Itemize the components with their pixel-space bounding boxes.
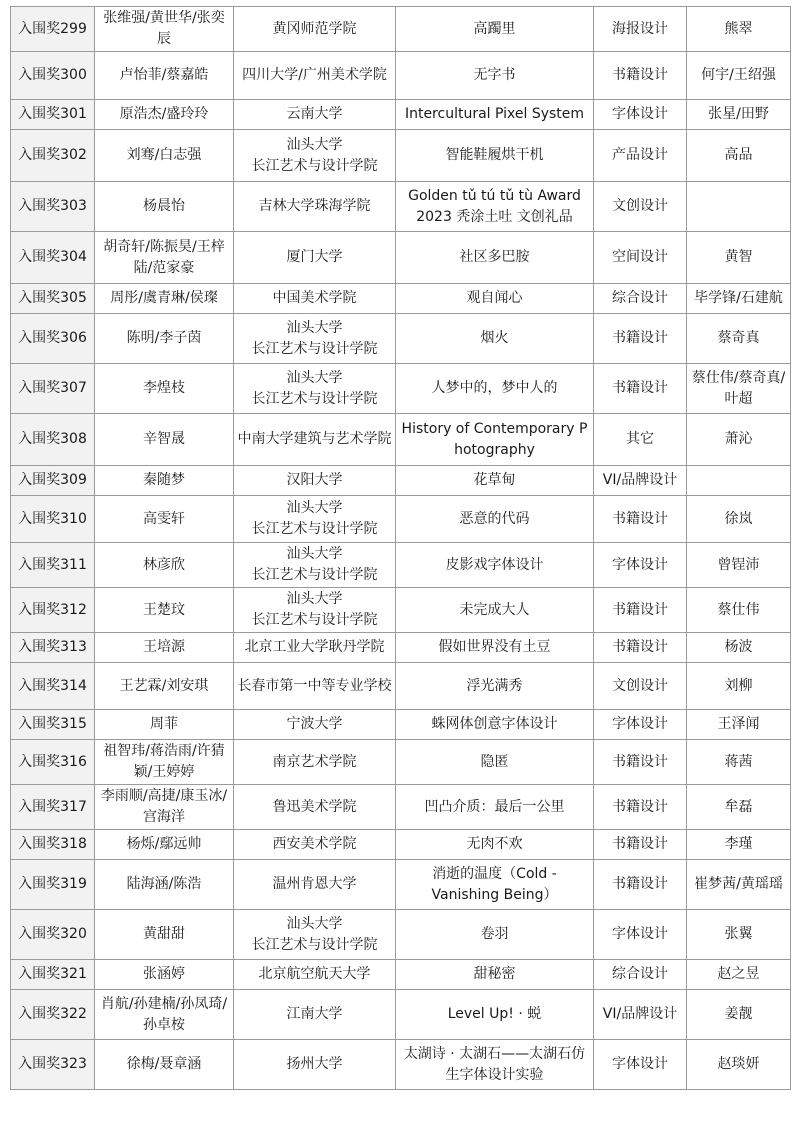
work-title-cell: 社区多巴胺	[396, 232, 594, 284]
work-title-cell: 高躅里	[396, 7, 594, 52]
award-cell: 入围奖304	[11, 232, 95, 284]
advisor-cell: 赵之昱	[687, 960, 791, 990]
advisor-cell: 蔡奇真	[687, 314, 791, 364]
work-title-cell: 花草甸	[396, 466, 594, 496]
advisor-cell: 崔梦茜/黄瑶瑶	[687, 860, 791, 910]
award-cell: 入围奖302	[11, 130, 95, 182]
award-cell: 入围奖314	[11, 663, 95, 710]
authors-cell: 杨晨怡	[95, 182, 234, 232]
table-row	[11, 663, 791, 710]
category-cell: VI/品牌设计	[594, 466, 687, 496]
authors-cell: 辛智晟	[95, 414, 234, 466]
work-title-cell: 假如世界没有土豆	[396, 633, 594, 663]
award-cell: 入围奖318	[11, 830, 95, 860]
school-cell: 云南大学	[234, 100, 396, 130]
authors-cell: 王楚玟	[95, 588, 234, 633]
school-cell: 厦门大学	[234, 232, 396, 284]
category-cell: 书籍设计	[594, 830, 687, 860]
table-row	[11, 960, 791, 990]
category-cell: 文创设计	[594, 663, 687, 710]
category-cell: 书籍设计	[594, 860, 687, 910]
school-cell: 汕头大学 长江艺术与设计学院	[234, 130, 396, 182]
award-cell: 入围奖315	[11, 710, 95, 740]
work-title-cell: 卷羽	[396, 910, 594, 960]
table-row	[11, 7, 791, 52]
school-cell: 南京艺术学院	[234, 740, 396, 785]
authors-cell: 胡奇轩/陈振昊/王梓陆/范家豪	[95, 232, 234, 284]
advisor-cell: 黄智	[687, 232, 791, 284]
work-title-cell: 凹凸介质：最后一公里	[396, 785, 594, 830]
advisor-cell: 萧沁	[687, 414, 791, 466]
award-cell: 入围奖309	[11, 466, 95, 496]
school-cell: 汕头大学 长江艺术与设计学院	[234, 910, 396, 960]
work-title-cell: 皮影戏字体设计	[396, 543, 594, 588]
school-cell: 北京工业大学耿丹学院	[234, 633, 396, 663]
authors-cell: 杨烁/鄢远帅	[95, 830, 234, 860]
school-cell: 黄冈师范学院	[234, 7, 396, 52]
table-row	[11, 710, 791, 740]
award-cell: 入围奖322	[11, 990, 95, 1040]
awards-table	[10, 6, 791, 1090]
category-cell: 字体设计	[594, 910, 687, 960]
awards-table-body	[11, 7, 791, 1090]
table-row	[11, 860, 791, 910]
school-cell: 鲁迅美术学院	[234, 785, 396, 830]
school-cell: 宁波大学	[234, 710, 396, 740]
school-cell: 中国美术学院	[234, 284, 396, 314]
table-row	[11, 543, 791, 588]
authors-cell: 刘骞/白志强	[95, 130, 234, 182]
award-cell: 入围奖308	[11, 414, 95, 466]
award-cell: 入围奖306	[11, 314, 95, 364]
table-row	[11, 52, 791, 100]
category-cell: 产品设计	[594, 130, 687, 182]
category-cell: 字体设计	[594, 1040, 687, 1090]
school-cell: 北京航空航天大学	[234, 960, 396, 990]
award-cell: 入围奖317	[11, 785, 95, 830]
award-cell: 入围奖310	[11, 496, 95, 543]
category-cell: 海报设计	[594, 7, 687, 52]
award-cell: 入围奖307	[11, 364, 95, 414]
advisor-cell: 熊翠	[687, 7, 791, 52]
work-title-cell: 浮光满秀	[396, 663, 594, 710]
authors-cell: 黄甜甜	[95, 910, 234, 960]
category-cell: 空间设计	[594, 232, 687, 284]
table-row	[11, 182, 791, 232]
school-cell: 扬州大学	[234, 1040, 396, 1090]
school-cell: 汕头大学 长江艺术与设计学院	[234, 496, 396, 543]
school-cell: 中南大学建筑与艺术学院	[234, 414, 396, 466]
category-cell: 书籍设计	[594, 52, 687, 100]
authors-cell: 陆海涵/陈浩	[95, 860, 234, 910]
work-title-cell: 无字书	[396, 52, 594, 100]
authors-cell: 徐梅/聂章涵	[95, 1040, 234, 1090]
work-title-cell: 消逝的温度（Cold - Vanishing Being）	[396, 860, 594, 910]
school-cell: 汕头大学 长江艺术与设计学院	[234, 364, 396, 414]
award-cell: 入围奖312	[11, 588, 95, 633]
authors-cell: 周彤/虞青琳/侯璨	[95, 284, 234, 314]
advisor-cell: 何宇/王绍强	[687, 52, 791, 100]
table-row	[11, 588, 791, 633]
authors-cell: 周菲	[95, 710, 234, 740]
award-cell: 入围奖323	[11, 1040, 95, 1090]
award-cell: 入围奖300	[11, 52, 95, 100]
authors-cell: 张涵婷	[95, 960, 234, 990]
advisor-cell: 牟磊	[687, 785, 791, 830]
authors-cell: 高雯轩	[95, 496, 234, 543]
work-title-cell: 蛛网体创意字体设计	[396, 710, 594, 740]
work-title-cell: History of Contemporary Photography	[396, 414, 594, 466]
school-cell: 汕头大学 长江艺术与设计学院	[234, 588, 396, 633]
table-row	[11, 414, 791, 466]
category-cell: 书籍设计	[594, 314, 687, 364]
table-row	[11, 496, 791, 543]
advisor-cell: 蒋茜	[687, 740, 791, 785]
advisor-cell	[687, 466, 791, 496]
advisor-cell: 张翼	[687, 910, 791, 960]
work-title-cell: 观自闻心	[396, 284, 594, 314]
school-cell: 温州肯恩大学	[234, 860, 396, 910]
work-title-cell: Intercultural Pixel System	[396, 100, 594, 130]
advisor-cell	[687, 182, 791, 232]
advisor-cell: 李瑾	[687, 830, 791, 860]
table-row	[11, 364, 791, 414]
authors-cell: 王培源	[95, 633, 234, 663]
category-cell: 书籍设计	[594, 496, 687, 543]
category-cell: 字体设计	[594, 100, 687, 130]
category-cell: 字体设计	[594, 543, 687, 588]
table-row	[11, 910, 791, 960]
authors-cell: 李雨顺/高捷/康玉冰/宫海洋	[95, 785, 234, 830]
work-title-cell: 恶意的代码	[396, 496, 594, 543]
table-row	[11, 100, 791, 130]
category-cell: 书籍设计	[594, 785, 687, 830]
advisor-cell: 姜靓	[687, 990, 791, 1040]
authors-cell: 张维强/黄世华/张奕辰	[95, 7, 234, 52]
table-row	[11, 633, 791, 663]
work-title-cell: Level Up! · 蜕	[396, 990, 594, 1040]
advisor-cell: 蔡仕伟/蔡奇真/叶超	[687, 364, 791, 414]
advisor-cell: 刘柳	[687, 663, 791, 710]
category-cell: 书籍设计	[594, 588, 687, 633]
category-cell: 文创设计	[594, 182, 687, 232]
award-cell: 入围奖303	[11, 182, 95, 232]
advisor-cell: 高品	[687, 130, 791, 182]
award-cell: 入围奖319	[11, 860, 95, 910]
advisor-cell: 曾锃沛	[687, 543, 791, 588]
work-title-cell: 人梦中的，梦中人的	[396, 364, 594, 414]
school-cell: 四川大学/广州美术学院	[234, 52, 396, 100]
work-title-cell: 隐匿	[396, 740, 594, 785]
table-row	[11, 130, 791, 182]
category-cell: 综合设计	[594, 284, 687, 314]
table-row	[11, 1040, 791, 1090]
school-cell: 吉林大学珠海学院	[234, 182, 396, 232]
school-cell: 汕头大学 长江艺术与设计学院	[234, 543, 396, 588]
table-row	[11, 830, 791, 860]
table-row	[11, 785, 791, 830]
table-row	[11, 284, 791, 314]
category-cell: 综合设计	[594, 960, 687, 990]
school-cell: 汕头大学 长江艺术与设计学院	[234, 314, 396, 364]
table-row	[11, 232, 791, 284]
authors-cell: 李煌枝	[95, 364, 234, 414]
advisor-cell: 徐岚	[687, 496, 791, 543]
award-cell: 入围奖299	[11, 7, 95, 52]
authors-cell: 卢怡菲/蔡嘉皓	[95, 52, 234, 100]
school-cell: 汉阳大学	[234, 466, 396, 496]
award-cell: 入围奖301	[11, 100, 95, 130]
school-cell: 西安美术学院	[234, 830, 396, 860]
award-cell: 入围奖305	[11, 284, 95, 314]
category-cell: 书籍设计	[594, 364, 687, 414]
category-cell: 书籍设计	[594, 740, 687, 785]
table-row	[11, 314, 791, 364]
authors-cell: 秦随梦	[95, 466, 234, 496]
award-cell: 入围奖311	[11, 543, 95, 588]
advisor-cell: 毕学锋/石建航	[687, 284, 791, 314]
work-title-cell: 智能鞋履烘干机	[396, 130, 594, 182]
advisor-cell: 张星/田野	[687, 100, 791, 130]
work-title-cell: 未完成大人	[396, 588, 594, 633]
table-row	[11, 466, 791, 496]
authors-cell: 祖智玮/蒋浩雨/许猜颖/王婷婷	[95, 740, 234, 785]
work-title-cell: Golden tǔ tú tǔ tù Award 2023 秃涂土吐 文创礼品	[396, 182, 594, 232]
school-cell: 长春市第一中等专业学校	[234, 663, 396, 710]
authors-cell: 肖航/孙建楠/孙凤琦/孙卓桉	[95, 990, 234, 1040]
work-title-cell: 烟火	[396, 314, 594, 364]
advisor-cell: 杨波	[687, 633, 791, 663]
category-cell: VI/品牌设计	[594, 990, 687, 1040]
authors-cell: 原浩杰/盛玲玲	[95, 100, 234, 130]
category-cell: 其它	[594, 414, 687, 466]
work-title-cell: 太湖诗 · 太湖石——太湖石仿生字体设计实验	[396, 1040, 594, 1090]
work-title-cell: 甜秘密	[396, 960, 594, 990]
authors-cell: 王艺霖/刘安琪	[95, 663, 234, 710]
award-cell: 入围奖313	[11, 633, 95, 663]
table-row	[11, 740, 791, 785]
award-cell: 入围奖321	[11, 960, 95, 990]
advisor-cell: 赵琰妍	[687, 1040, 791, 1090]
category-cell: 字体设计	[594, 710, 687, 740]
advisor-cell: 蔡仕伟	[687, 588, 791, 633]
school-cell: 江南大学	[234, 990, 396, 1040]
work-title-cell: 无肉不欢	[396, 830, 594, 860]
authors-cell: 林彦欣	[95, 543, 234, 588]
table-row	[11, 990, 791, 1040]
authors-cell: 陈明/李子茵	[95, 314, 234, 364]
award-cell: 入围奖316	[11, 740, 95, 785]
advisor-cell: 王泽闻	[687, 710, 791, 740]
award-cell: 入围奖320	[11, 910, 95, 960]
category-cell: 书籍设计	[594, 633, 687, 663]
